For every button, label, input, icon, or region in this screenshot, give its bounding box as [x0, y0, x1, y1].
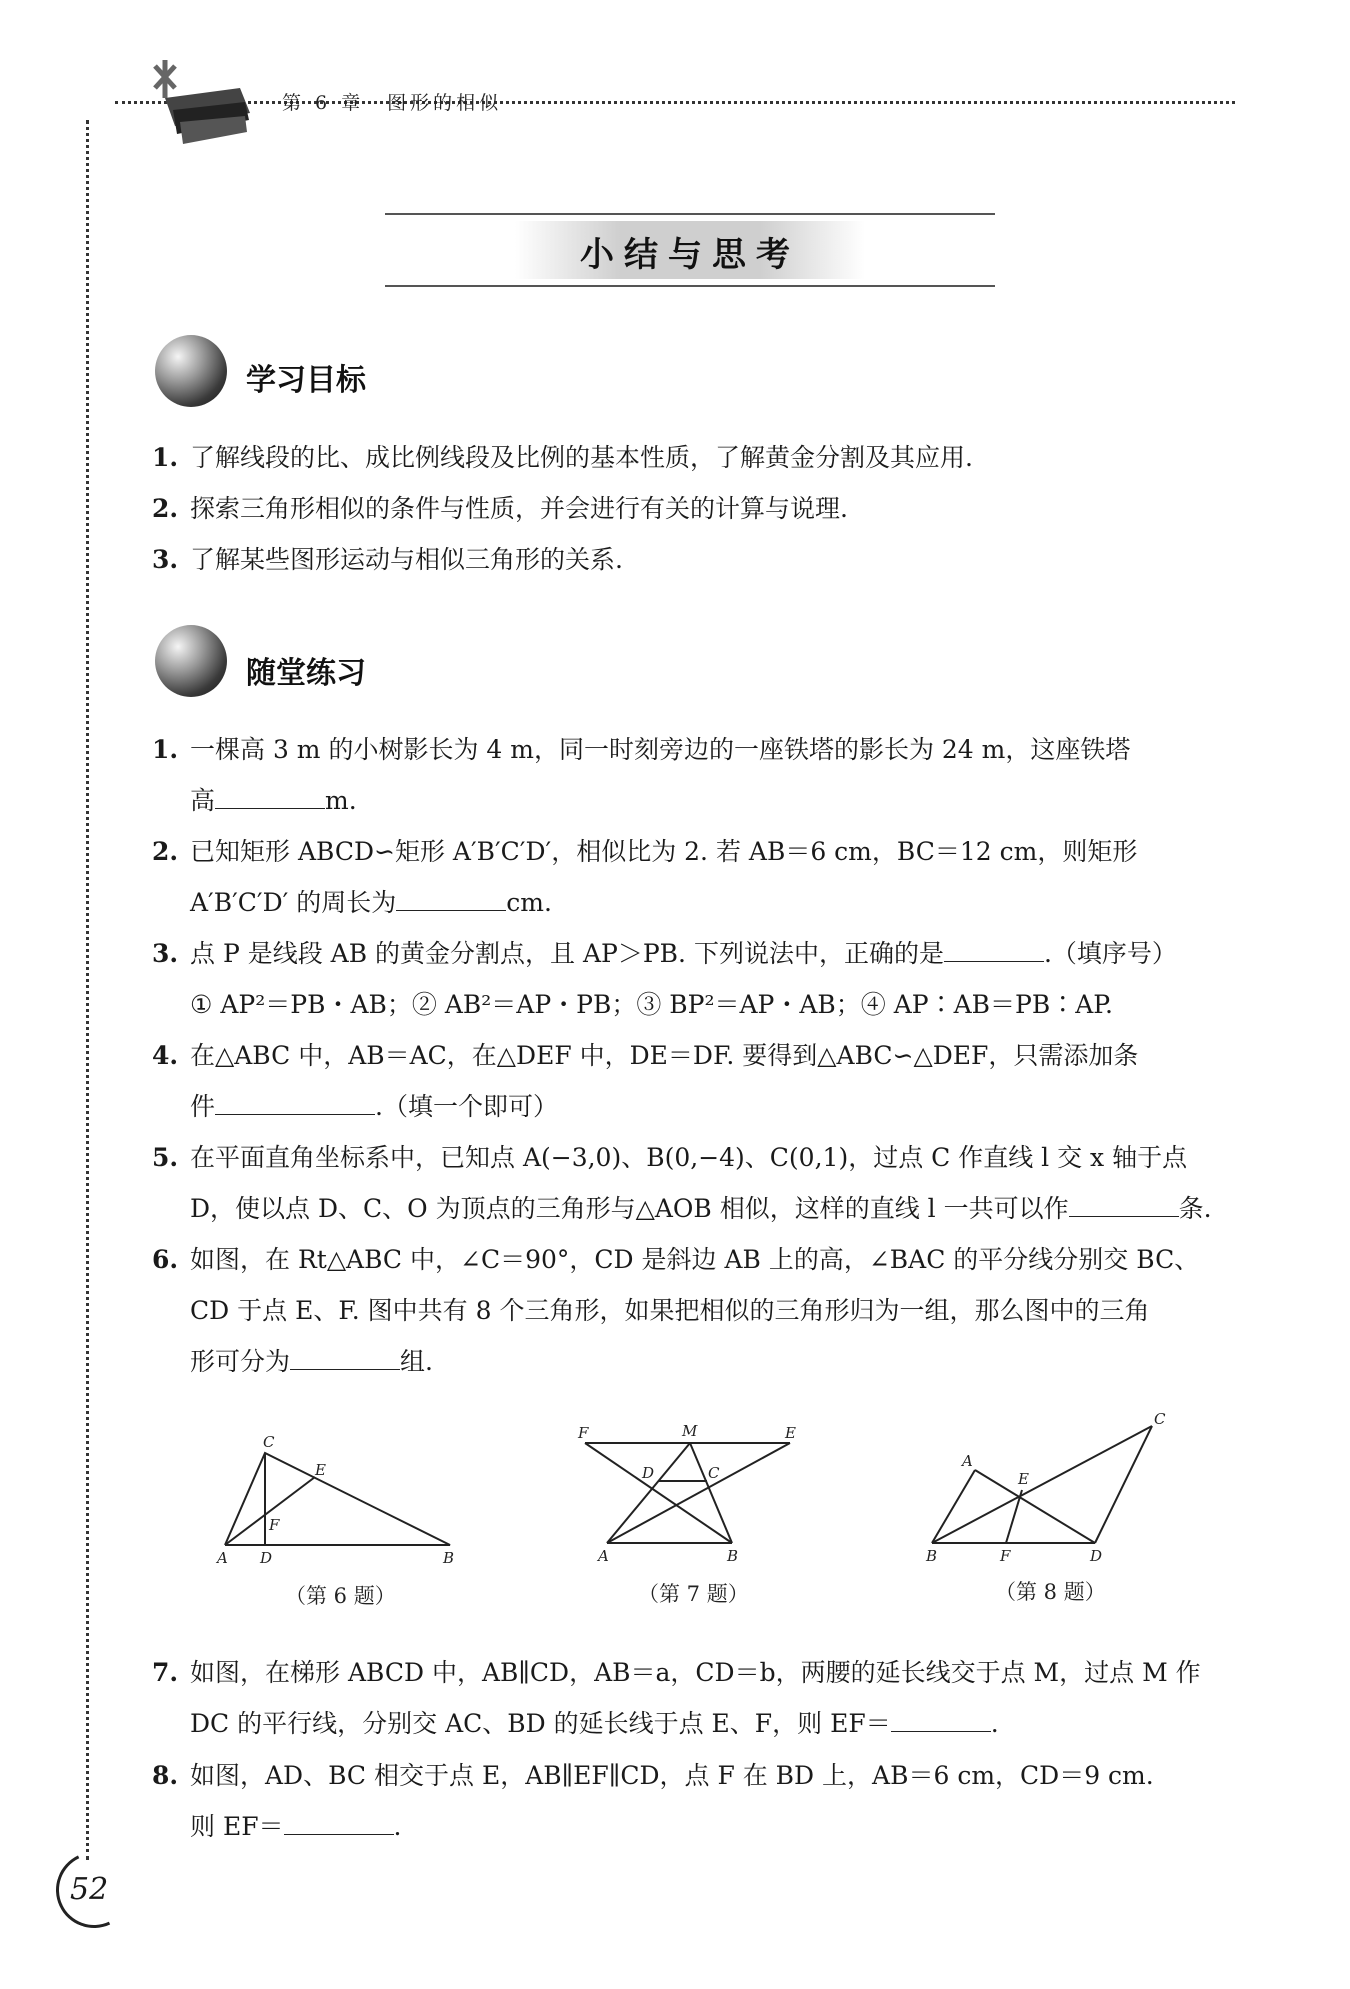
answer-blank[interactable]: [944, 934, 1044, 963]
figure-8: A C E B F D （第 8 题）: [926, 1410, 1166, 1604]
question-4: 4. 在△ABC 中，AB＝AC，在△DEF 中，DE＝DF. 要得到△ABC∽△DEF，只需添加条 件 .（填一个即可）: [152, 1041, 1139, 1121]
chapter-header: 第 6 章 图形的相似: [282, 92, 503, 114]
question-2: 2. 已知矩形 ABCD∽矩形 A′B′C′D′，相似比为 2. 若 AB＝6 cm，BC＝12 cm，则矩形 A′B′C′D′ 的周长为 cm.: [152, 837, 1138, 917]
globe-icon: [155, 335, 227, 407]
svg-text:B: B: [443, 1549, 455, 1567]
svg-text:B: B: [727, 1547, 739, 1565]
svg-text:D: D: [1090, 1547, 1103, 1565]
svg-text:A: A: [962, 1452, 973, 1470]
answer-blank[interactable]: [1069, 1189, 1179, 1218]
answer-blank[interactable]: [290, 1342, 400, 1371]
answer-blank[interactable]: [215, 1087, 375, 1116]
svg-text:E: E: [315, 1461, 326, 1479]
answer-blank[interactable]: [284, 1807, 394, 1836]
svg-text:M: M: [682, 1422, 698, 1440]
question-1: 1. 一棵高 3 m 的小树影长为 4 m，同一时刻旁边的一座铁塔的影长为 24 m，这座铁塔 高 m.: [152, 735, 1131, 815]
section-title-practice: 随堂练习: [246, 656, 366, 691]
svg-text:F: F: [269, 1516, 280, 1534]
figure-6: C E F A D B （第 6 题）: [217, 1433, 455, 1608]
books-logo-icon: [145, 58, 255, 148]
question-8: 8. 如图，AD、BC 相交于点 E，AB∥EF∥CD，点 F 在 BD 上，AB＝6 cm，CD＝9 cm. 则 EF＝ .: [152, 1761, 1154, 1841]
answer-blank[interactable]: [891, 1704, 991, 1733]
svg-text:B: B: [926, 1547, 938, 1565]
svg-text:F: F: [1000, 1547, 1011, 1565]
goal-item: 1. 了解线段的比、成比例线段及比例的基本性质，了解黄金分割及其应用.: [152, 443, 973, 472]
svg-text:C: C: [1154, 1410, 1166, 1428]
goal-item: 3. 了解某些图形运动与相似三角形的关系.: [152, 545, 623, 574]
question-7: 7. 如图，在梯形 ABCD 中，AB∥CD，AB＝a，CD＝b，两腰的延长线交于点 M，过点 M 作 DC 的平行线，分别交 AC、BD 的延长线于点 E、F，则 EF＝ .: [152, 1658, 1201, 1738]
answer-blank[interactable]: [215, 781, 325, 810]
question-5: 5. 在平面直角坐标系中，已知点 A(−3,0)、B(0,−4)、C(0,1)，过点 C 作直线 l 交 x 轴于点 D，使以点 D、C、O 为顶点的三角形与△AOB 相似，这样的直线 l 一共可以作 条.: [152, 1143, 1212, 1223]
svg-text:C: C: [263, 1433, 275, 1451]
svg-text:F: F: [578, 1424, 589, 1442]
svg-text:D: D: [260, 1549, 273, 1567]
goal-item: 2. 探索三角形相似的条件与性质，并会进行有关的计算与说理.: [152, 494, 848, 523]
answer-blank[interactable]: [396, 883, 506, 912]
svg-text:A: A: [598, 1547, 609, 1565]
section-title-goals: 学习目标: [246, 363, 366, 398]
question-6: 6. 如图，在 Rt△ABC 中，∠C＝90°，CD 是斜边 AB 上的高，∠BAC 的平分线分别交 BC、 CD 于点 E、F. 图中共有 8 个三角形，如果把相似的三角形归为一组，那么图中的三角 形可分为 组.: [152, 1245, 1200, 1376]
svg-text:A: A: [217, 1549, 228, 1567]
svg-text:D: D: [642, 1464, 655, 1482]
svg-text:E: E: [785, 1424, 796, 1442]
svg-text:C: C: [708, 1464, 720, 1482]
page-title-box: [385, 213, 995, 287]
margin-dotted-rule: [86, 120, 89, 1860]
page-title: 小结与思考: [580, 235, 800, 275]
question-3: 3. 点 P 是线段 AB 的黄金分割点，且 AP＞PB. 下列说法中，正确的是 .（填序号） ① AP²＝PB・AB；② AB²＝AP・PB；③ BP²＝AP・AB；④ AP∶AB＝PB∶AP.: [152, 928, 1232, 1030]
svg-text:E: E: [1018, 1470, 1029, 1488]
page-number: 52: [70, 1872, 109, 1907]
figure-7: F M E D C A B （第 7 题）: [578, 1422, 796, 1606]
globe-icon: [155, 625, 227, 697]
